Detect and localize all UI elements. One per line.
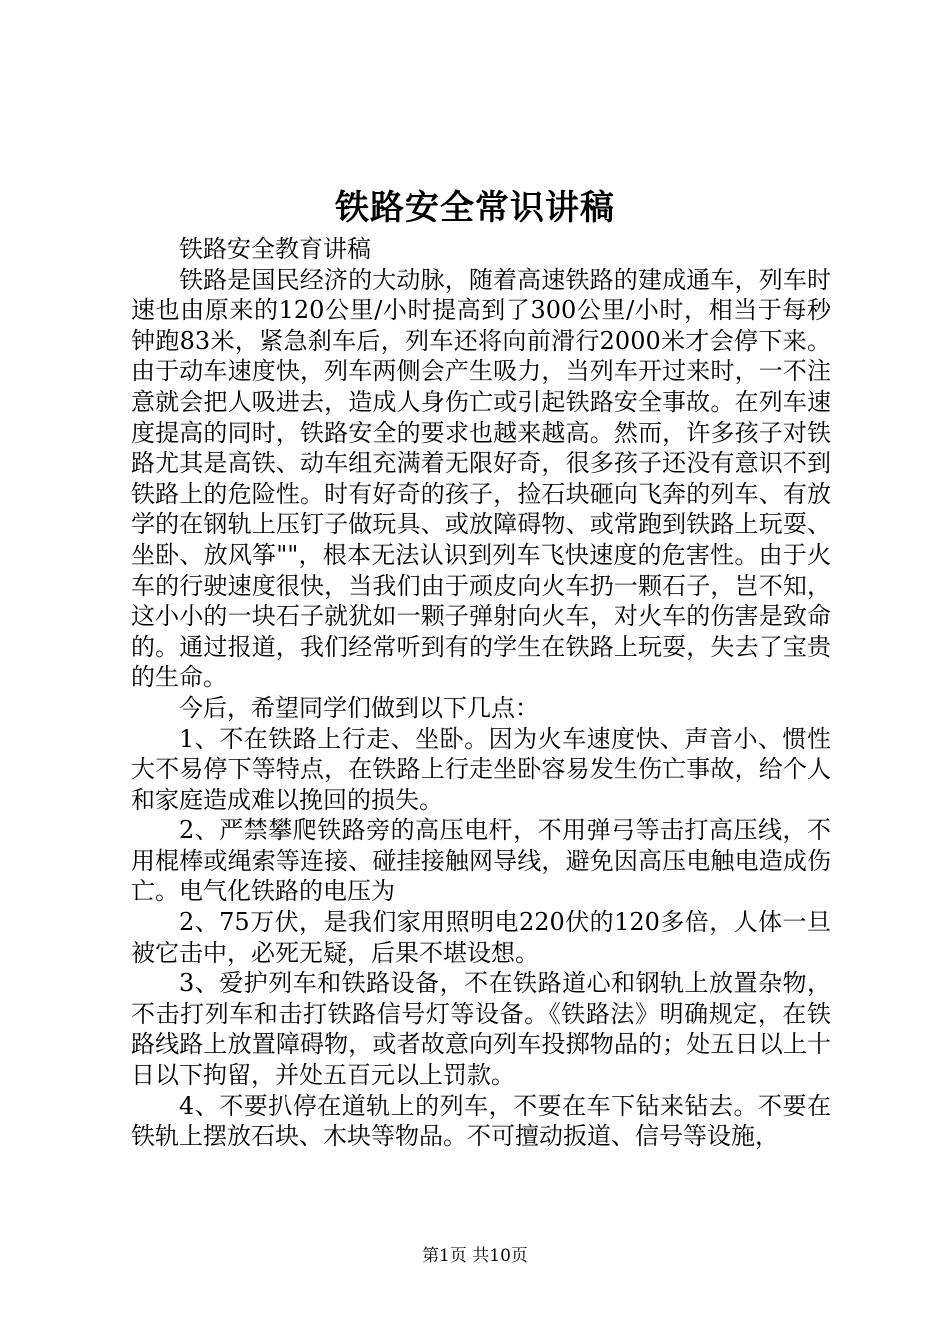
document-body xyxy=(131,234,831,1152)
paragraph-point-3: 3、爱护列车和铁路设备，不在铁路道心和钢轨上放置杂物，不击打列车和击打铁路信号灯等设备。《铁路法》明确规定，在铁路线路上放置障碍物，或者故意向列车投掷物品的；处五日以上十日以下拘留，并处五百元以上罚款。 xyxy=(131,969,831,1090)
paragraph-point-1: 1、不在铁路上行走、坐卧。因为火车速度快、声音小、惯性大不易停下等特点，在铁路上行走坐卧容易发生伤亡事故，给个人和家庭造成难以挽回的损失。 xyxy=(131,724,831,814)
document-title: 铁路安全常识讲稿 xyxy=(335,188,615,228)
paragraph-point-4: 4、不要扒停在道轨上的列车，不要在车下钻来钻去。不要在铁轨上摆放石块、木块等物品。不可擅动扳道、信号等设施， xyxy=(131,1091,831,1151)
paragraph-subtitle: 铁路安全教育讲稿 xyxy=(179,235,371,263)
paragraph-point-2: 2、严禁攀爬铁路旁的高压电杆，不用弹弓等击打高压线，不用棍棒或绳索等连接、碰挂接触网导线，避免因高压电触电造成伤亡。电气化铁路的电压为 xyxy=(131,816,831,906)
paragraph-point-2-continued: 2、75万伏，是我们家用照明电220伏的120多倍，人体一旦被它击中，必死无疑，后果不堪设想。 xyxy=(131,908,831,967)
paragraph-intro: 铁路是国民经济的大动脉，随着高速铁路的建成通车，列车时速也由原来的120公里/小时提高到了300公里/小时，相当于每秒钟跑83米，紧急刹车后，列车还将向前滑行2000米才会停下来。由于动车速度快，列车两侧会产生吸力，当列车开过来时，一不注意就会把人吸进去，造成人身伤亡或引起铁路安全事故。在列车速度提高的同时，铁路安全的要求也越来越高。然而，许多孩子对铁路尤其是高铁、动车组充满着无限好奇，很多孩子还没有意识不到铁路上的危险性。时有好奇的孩子，捡石块砸向飞奔的列车、有放学的在钢轨上压钉子做玩具、或放障碍物、或常跑到铁路上玩耍、坐卧、放风筝""，根本无法认识到列车飞快速度的危害性。由于火车的行驶速度很快，当我们由于顽皮向火车扔一颗石子，岂不知，这小小的一块石子就犹如一颗子弹射向火车，对火车的伤害是致命的。通过报道，我们经常听到有的学生在铁路上玩耍，失去了宝贵的生命。 xyxy=(131,265,831,692)
page-footer: 第1页 共10页 xyxy=(422,1246,528,1266)
paragraph-points-heading: 今后，希望同学们做到以下几点： xyxy=(179,693,539,722)
